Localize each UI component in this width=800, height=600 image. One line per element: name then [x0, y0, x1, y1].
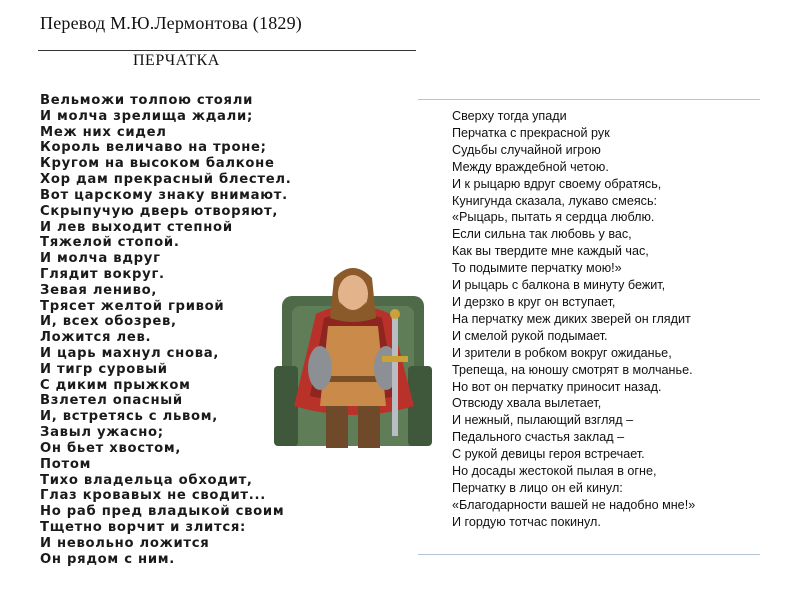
poem-line: Отвсюду хвала вылетает, — [452, 396, 602, 411]
poem-line: Хор дам прекрасный блестел. — [40, 172, 292, 188]
poem-line: И царь махнул снова, — [40, 346, 220, 361]
poem-title: ПЕРЧАТКА — [133, 52, 220, 69]
poem-line: Завыл ужасно; — [40, 425, 164, 441]
poem-line: Он бьет хвостом, — [40, 440, 182, 456]
poem-line: Но досады жестокой пылая в огне, — [452, 464, 657, 479]
poem-line: И молча вдруг — [40, 251, 161, 267]
poem-line: И, всех обозрев, — [40, 314, 177, 330]
poem-line: Кругом на высоком балконе — [40, 156, 275, 172]
poem-line: И нежный, пылающий взгляд – — [452, 413, 634, 428]
poem-line: То подымите перчатку мою!» — [452, 261, 622, 276]
poem-line: Тихо владельца обходит, — [40, 472, 253, 488]
poem-line: Король величаво на троне; — [40, 140, 267, 156]
poem-line: Зевая лениво, — [40, 282, 158, 298]
poem-line: Ложится лев. — [40, 330, 152, 346]
poem-line: Трясет желтой гривой — [40, 298, 225, 314]
poem-line: С рукой девицы героя встречает. — [452, 447, 645, 462]
poem-line: С диким прыжком — [40, 377, 191, 393]
header-divider — [38, 50, 416, 51]
king-on-throne-illustration — [264, 256, 442, 452]
poem-line: Между враждебной четою. — [452, 159, 609, 174]
poem-line: Судьбы случайной игрою — [452, 142, 601, 157]
poem-line: Он рядом с ним. — [40, 551, 175, 567]
poem-line: Но раб пред владыкой своим — [40, 504, 285, 520]
poem-line: И тигр суровый — [40, 361, 168, 377]
translator-header: Перевод М.Ю.Лермонтова (1829) — [40, 13, 302, 33]
poem-line: И смелой рукой подымает. — [452, 328, 608, 343]
poem-line: И невольно ложится — [40, 535, 210, 551]
poem-line: И к рыцарю вдруг своему обратясь, — [452, 176, 662, 191]
poem-line: Кунигунда сказала, лукаво смеясь: — [452, 193, 658, 208]
poem-line: Глаз кровавых не сводит... — [40, 488, 266, 504]
poem-line: И рыцарь с балкона в минуту бежит, — [452, 278, 666, 293]
poem-line: Но вот он перчатку приносит назад. — [452, 379, 662, 394]
poem-line: Педального счастья заклад – — [452, 430, 625, 445]
poem-line: И лев выходит степной — [40, 219, 233, 235]
poem-line: И молча зрелища ждали; — [40, 108, 253, 124]
poem-line: На перчатку меж диких зверей он глядит — [452, 311, 691, 326]
poem-line: Потом — [40, 456, 92, 472]
poem-line: Трепеща, на юношу смотрят в молчанье. — [452, 362, 693, 377]
poem-line: И гордую тотчас покинул. — [452, 514, 601, 529]
poem-line: Вельможи толпою стояли — [40, 93, 254, 108]
poem-line: Перчатка с прекрасной рук — [452, 125, 610, 140]
poem-line: Перчатку в лицо он ей кинул: — [452, 480, 623, 495]
poem-line: Тщетно ворчит и злится: — [40, 519, 246, 535]
poem-line: Скрыпучую дверь отворяют, — [40, 203, 279, 219]
poem-line: Как вы твердите мне каждый час, — [452, 244, 649, 259]
poem-line: И зрители в робком вокруг ожиданье, — [452, 345, 672, 360]
poem-line: Меж них сидел — [40, 124, 167, 140]
right-column-top-divider — [418, 99, 760, 100]
poem-line: «Рыцарь, пытать я сердца люблю. — [452, 210, 655, 225]
poem-line: Глядит вокруг. — [40, 266, 165, 282]
poem-line: И дерзко в круг он вступает, — [452, 294, 616, 309]
poem-line: «Благодарности вашей не надобно мне!» — [452, 497, 696, 512]
poem-line: Тяжелой стопой. — [40, 235, 180, 251]
poem-column-left — [40, 93, 291, 567]
poem-line: Сверху тогда упади — [452, 109, 567, 123]
poem-line: Если сильна так любовь у вас, — [452, 227, 632, 242]
poem-line: Взлетел опасный — [40, 393, 183, 409]
poem-column-right — [452, 108, 695, 531]
poem-line: Вот царскому знаку внимают. — [40, 187, 288, 203]
poem-line: И, встретясь с львом, — [40, 409, 218, 425]
right-column-bottom-divider — [418, 554, 760, 555]
